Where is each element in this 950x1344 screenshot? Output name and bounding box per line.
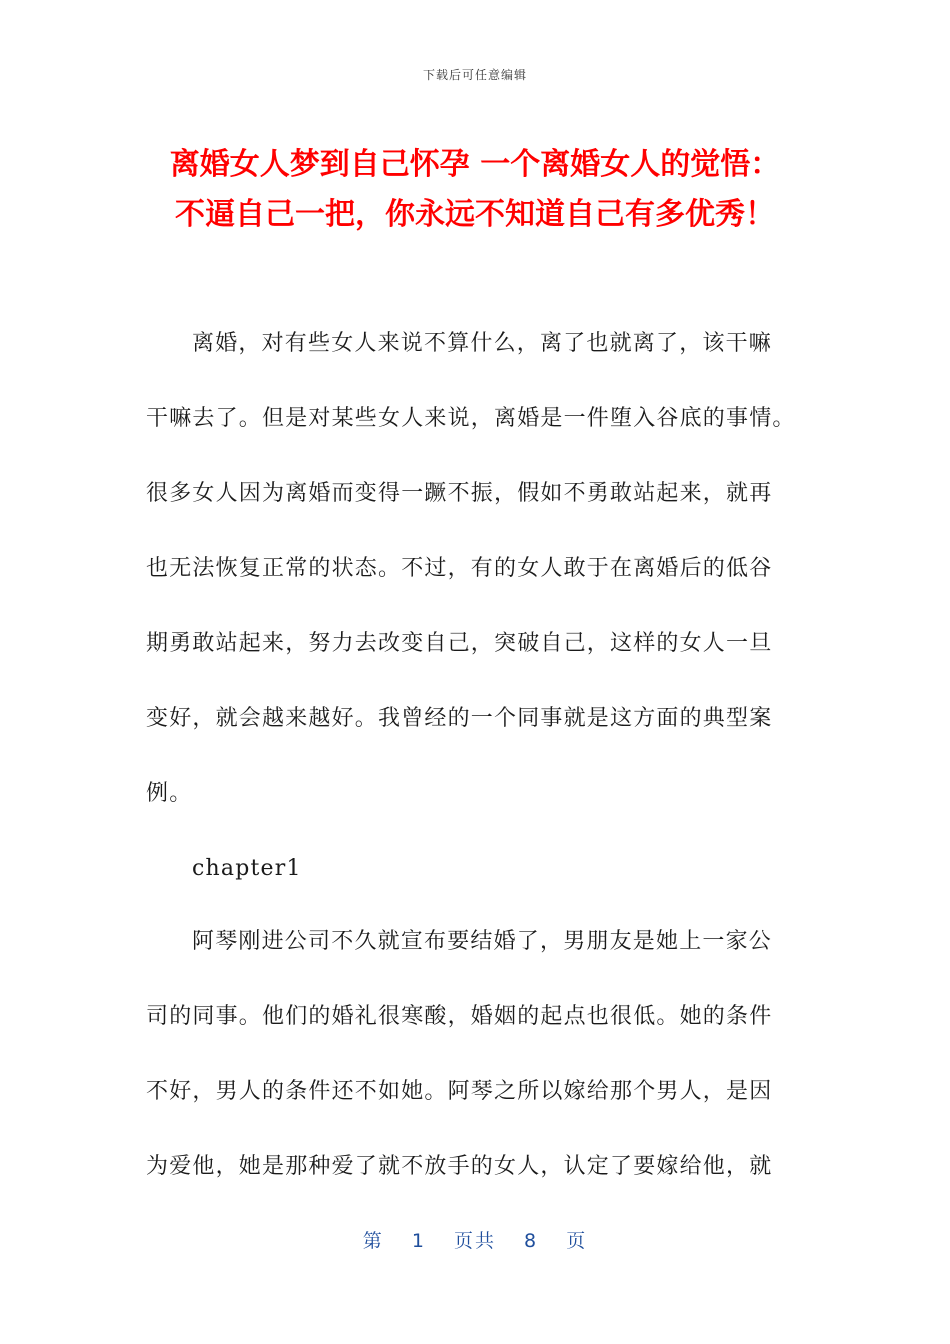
footer-total-pages: 8 (524, 1230, 539, 1252)
footer-current-page: 1 (411, 1230, 426, 1252)
title-line-2: 不逼自己一把，你永远不知道自己有多优秀！ (175, 197, 775, 232)
paragraph-line: 例。 (146, 781, 193, 806)
footer-suffix: 页 (566, 1230, 588, 1252)
paragraph-line: 也无法恢复正常的状态。不过，有的女人敢于在离婚后的低谷 (146, 556, 773, 581)
paragraph-line: 离婚，对有些女人来说不算什么，离了也就离了，该干嘛 (192, 331, 773, 356)
paragraph-line: 期勇敢站起来，努力去改变自己，突破自己，这样的女人一旦 (146, 631, 773, 656)
paragraph-line: 很多女人因为离婚而变得一蹶不振，假如不勇敢站起来，就再 (146, 481, 773, 506)
paragraph-line: 阿琴刚进公司不久就宣布要结婚了，男朋友是她上一家公 (192, 929, 773, 954)
paragraph-line: 不好，男人的条件还不如她。阿琴之所以嫁给那个男人，是因 (146, 1079, 773, 1104)
paragraph-line: 变好，就会越来越好。我曾经的一个同事就是这方面的典型案 (146, 706, 773, 731)
paragraph-line: 司的同事。他们的婚礼很寒酸，婚姻的起点也很低。她的条件 (146, 1004, 773, 1029)
footer-prefix: 第 (362, 1230, 384, 1252)
page-footer (0, 1226, 950, 1253)
paragraph-line: 为爱他，她是那种爱了就不放手的女人，认定了要嫁给他，就 (146, 1154, 773, 1179)
footer-middle: 页共 (453, 1230, 496, 1252)
title-line-1: 离婚女人梦到自己怀孕 一个离婚女人的觉悟： (169, 147, 781, 182)
paragraph-line: 干嘛去了。但是对某些女人来说，离婚是一件堕入谷底的事情。 (146, 406, 796, 431)
page-header-note: 下载后可任意编辑 (422, 68, 527, 82)
chapter-heading: chapter1 (192, 856, 302, 881)
